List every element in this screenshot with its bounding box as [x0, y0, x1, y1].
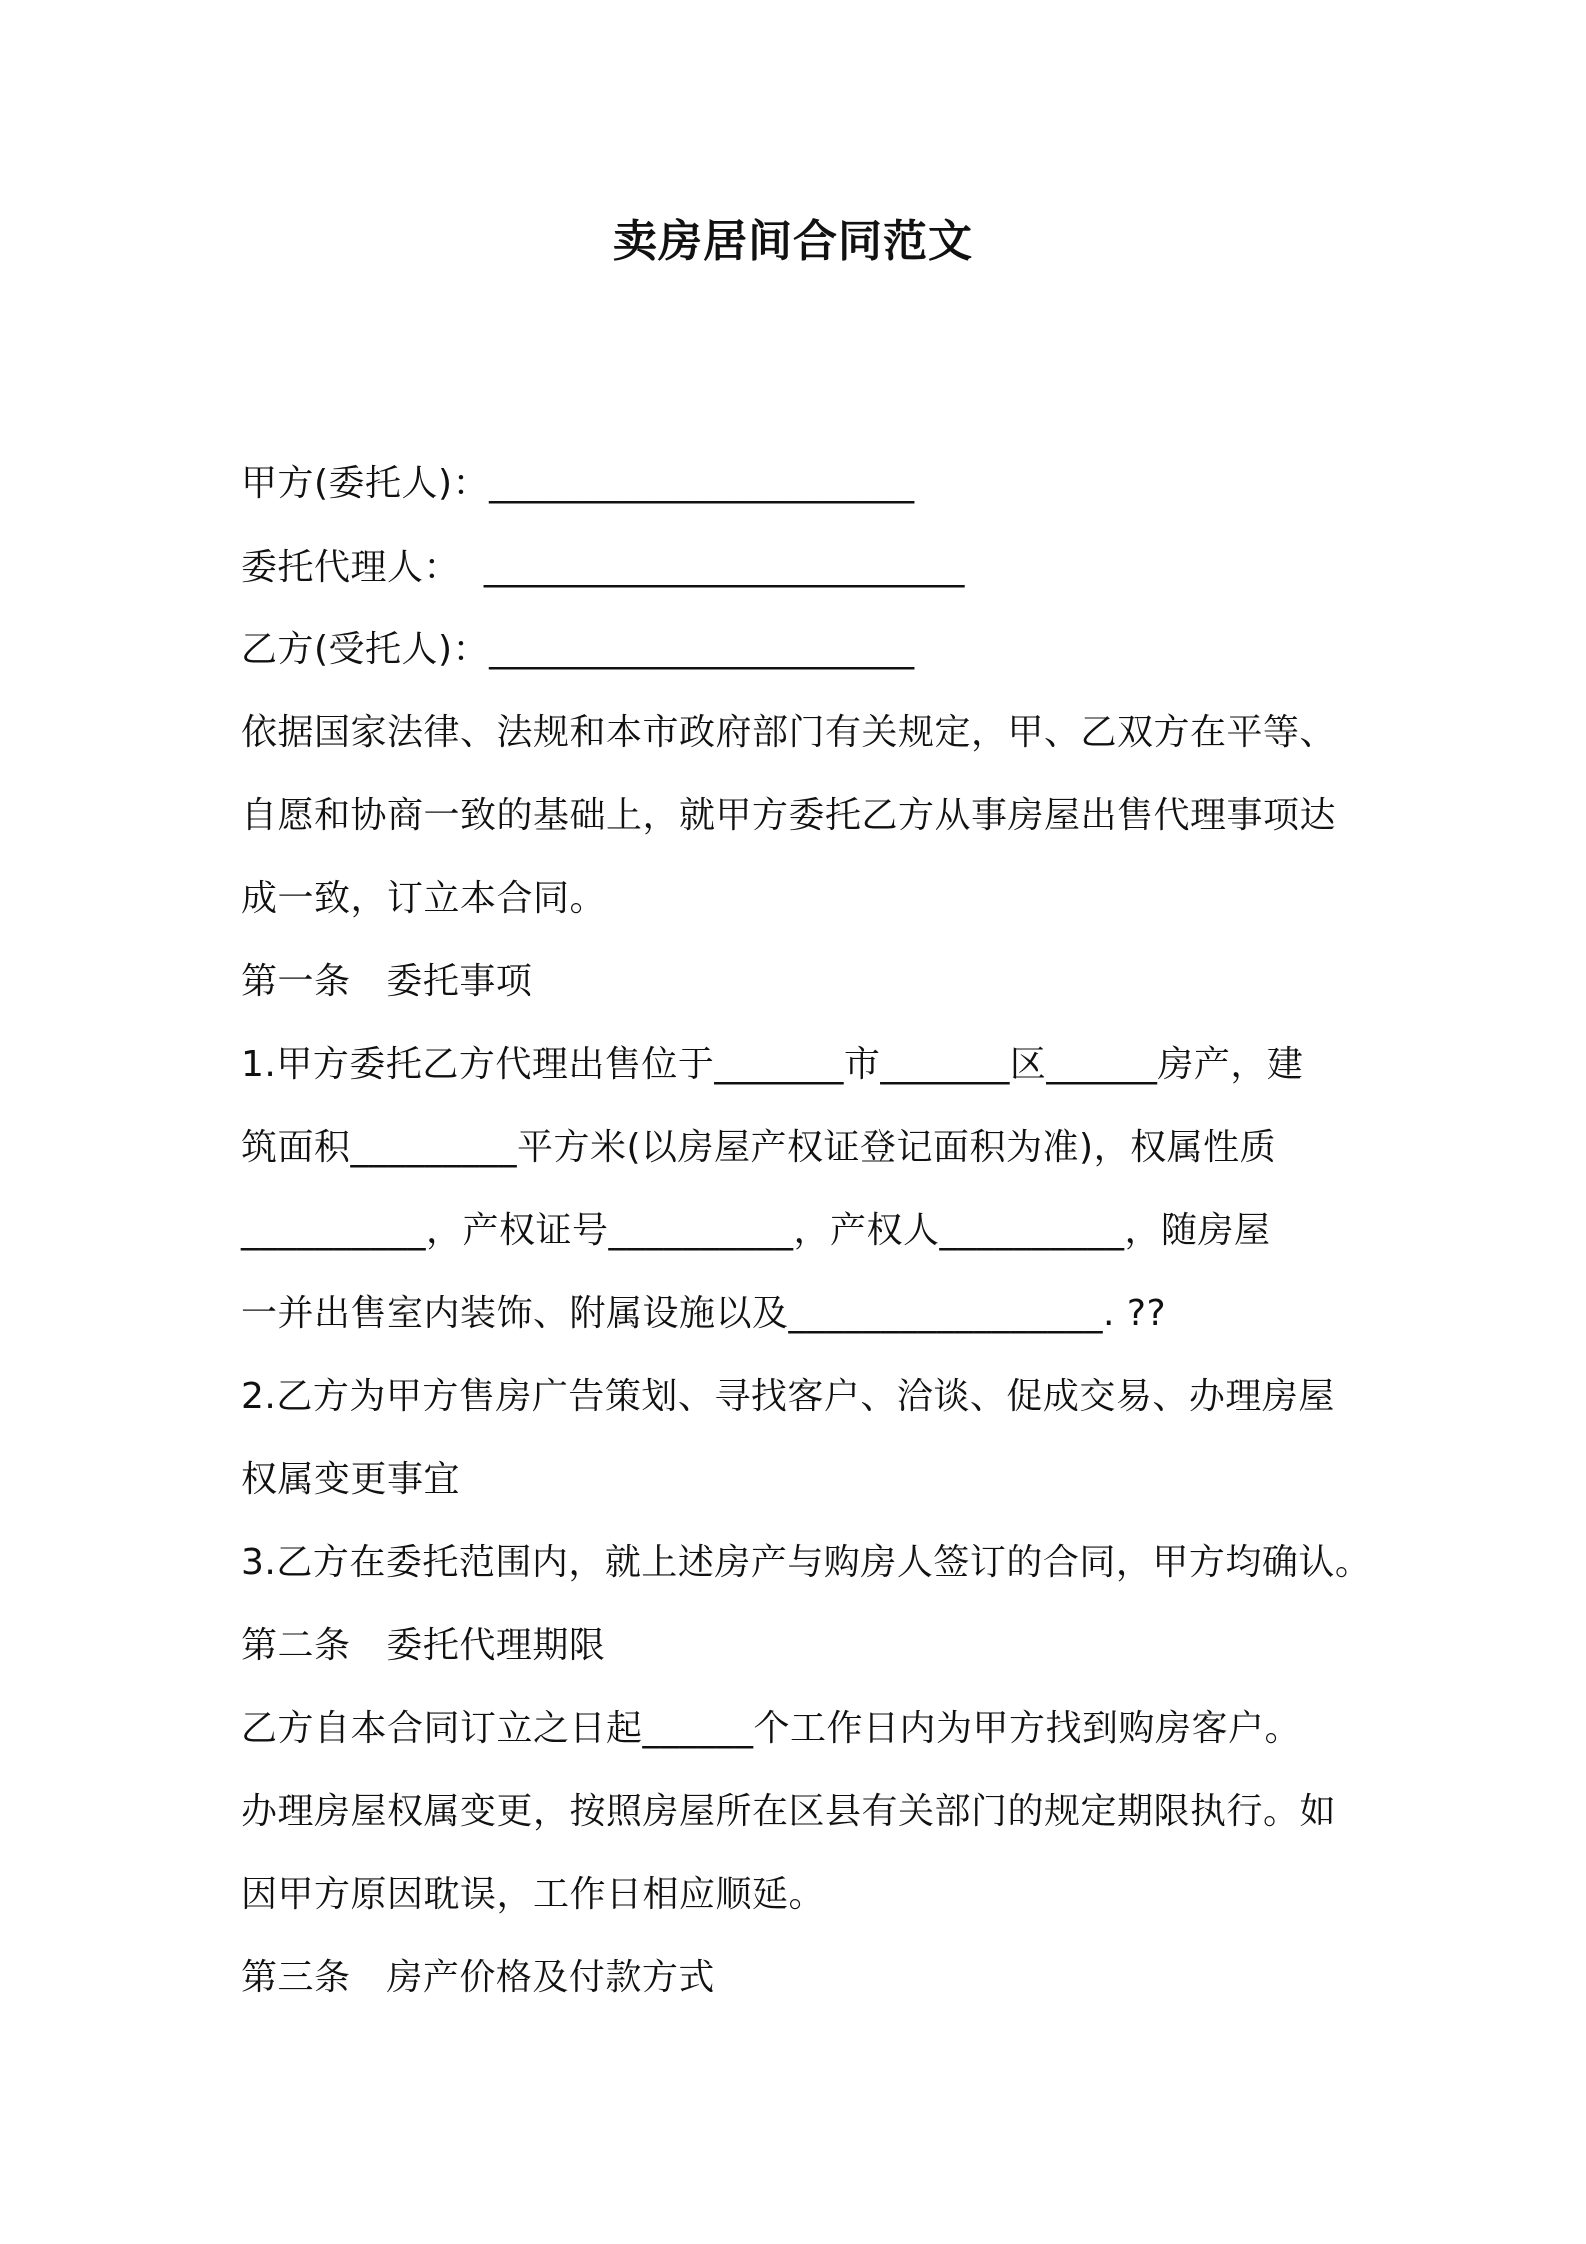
article-2-line-2: 办理房屋权属变更，按照房屋所在区县有关部门的规定期限执行。如 [241, 1791, 1337, 1832]
article-2-heading: 第二条 委托代理期限 [241, 1625, 606, 1666]
article-1-clause-1-line-3: __________，产权证号__________，产权人__________，随房屋 [241, 1210, 1271, 1251]
article-1-heading: 第一条 委托事项 [241, 961, 533, 1002]
article-3-heading: 第三条 房产价格及付款方式 [241, 1957, 715, 1998]
preamble-line-3: 成一致，订立本合同。 [241, 878, 607, 919]
article-2-line-1: 乙方自本合同订立之日起______个工作日内为甲方找到购房客户。 [241, 1708, 1302, 1749]
article-2-line-3: 因甲方原因耽误，工作日相应顺延。 [241, 1874, 826, 1915]
preamble-line-1: 依据国家法律、法规和本市政府部门有关规定，甲、乙双方在平等、 [241, 712, 1337, 753]
party-a-line: 甲方(委托人)：_______________________ [241, 463, 915, 504]
article-1-clause-2-line-1: 2.乙方为甲方售房广告策划、寻找客户、洽谈、促成交易、办理房屋 [241, 1376, 1335, 1417]
preamble-line-2: 自愿和协商一致的基础上，就甲方委托乙方从事房屋出售代理事项达 [241, 795, 1337, 836]
agent-line: 委托代理人： __________________________ [241, 547, 965, 588]
article-1-clause-1-line-1: 1.甲方委托乙方代理出售位于_______市_______区______房产，建 [241, 1044, 1304, 1085]
article-1-clause-2-line-2: 权属变更事宜 [241, 1459, 461, 1500]
article-1-clause-1-line-4: 一并出售室内装饰、附属设施以及_________________. ?? [241, 1293, 1167, 1334]
article-1-clause-1-line-2: 筑面积_________平方米(以房屋产权证登记面积为准)，权属性质 [241, 1127, 1277, 1168]
party-b-line: 乙方(受托人)：_______________________ [241, 629, 915, 670]
article-1-clause-3: 3.乙方在委托范围内，就上述房产与购房人签订的合同，甲方均确认。 [241, 1542, 1372, 1583]
document-title: 卖房居间合同范文 [613, 216, 973, 267]
